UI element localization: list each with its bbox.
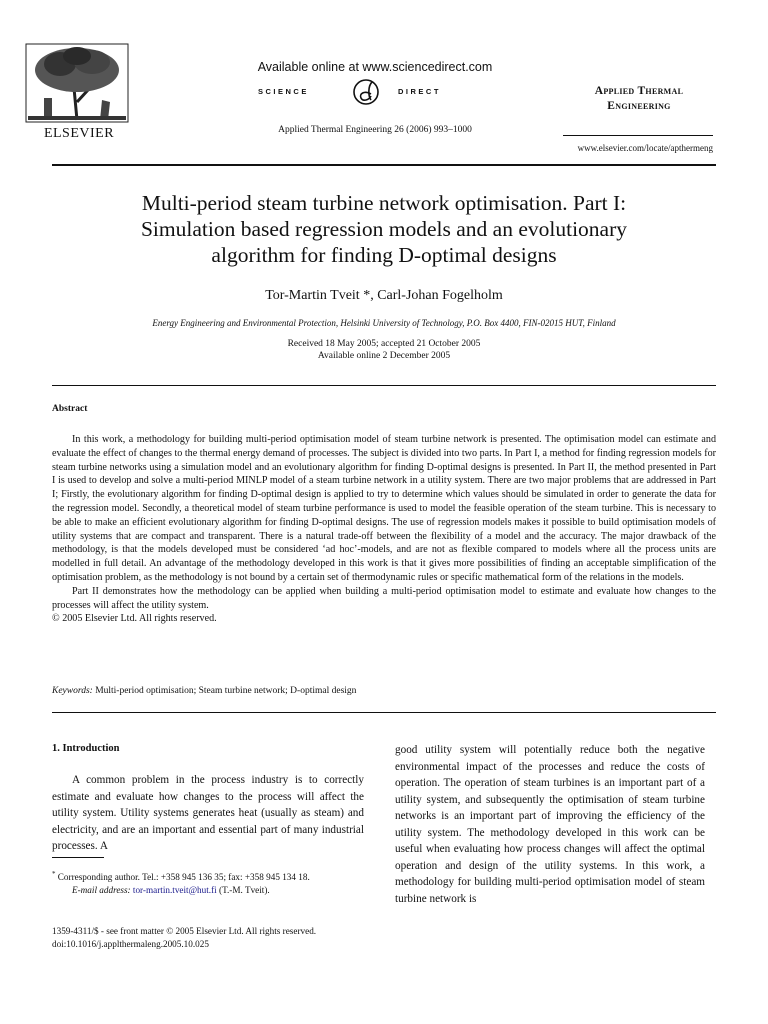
email-suffix: (T.-M. Tveit). (219, 885, 270, 896)
abstract-bottom-rule (52, 712, 716, 713)
title-line-2: Simulation based regression models and an evolutionary (140, 217, 628, 241)
intro-paragraph-1: A common problem in the process industry is to correctly estimate and evaluate how changes to the process will affect the utility system. Utility systems generates heat (usually as steam) and electricity, and are an important and essential part of many industrial processes. A (52, 774, 364, 852)
journal-title-line2: Engineering (607, 100, 671, 112)
header-divider (52, 164, 716, 166)
intro-paragraph-1-continued: good utility system will potentially reduce both the negative environmental impact of the processes and reduce the costs of operation. The operation of steam turbines is an important part of a utility system, and subsequently the optimisation of steam turbine networks is an important part of improving the efficiency of the utility system. The methodology developed in this work can be useful when evaluating how process changes will affect the optimal operation and design of the utility systems. In this work, a methodology for building multi-period optimisation model of steam turbine network is (395, 744, 705, 905)
journal-title-line1: Applied Thermal (594, 85, 684, 97)
sd-science-text: SCIENCE (258, 87, 309, 96)
abstract-heading: Abstract (52, 404, 88, 414)
issn-line: 1359-4311/$ - see front matter © 2005 Elsevier Ltd. All rights reserved. (52, 926, 317, 936)
article-title (60, 190, 708, 268)
sd-at-icon (346, 78, 386, 106)
title-line-1: Multi-period steam turbine network optimisation. Part I: (141, 191, 627, 215)
available-date: Available online 2 December 2005 (317, 351, 451, 361)
sciencedirect-logo (258, 78, 498, 106)
journal-title-rule (563, 135, 713, 136)
body-column-right (395, 742, 705, 907)
footnote-marker: * (52, 870, 56, 878)
footnote (52, 868, 364, 897)
keywords-list: Multi-period optimisation; Steam turbine network; D-optimal design (95, 686, 357, 696)
section-heading-introduction: 1. Introduction (52, 743, 120, 754)
abstract-top-rule (52, 385, 716, 386)
journal-url[interactable]: www.elsevier.com/locate/apthermeng (577, 143, 713, 153)
doi-line[interactable]: doi:10.1016/j.applthermaleng.2005.10.025 (52, 939, 209, 949)
journal-citation: Applied Thermal Engineering 26 (2006) 993–1000 (278, 125, 472, 135)
abstract-paragraph-1: In this work, a methodology for building multi-period optimisation model of steam turbine network is presented. The optimisation model can estimate and evaluate the effect of changes to the thermal energy demand of processes. The subject is divided into two parts. In Part I, a method for finding regression models for steam turbine networks using a simulation model and an evolutionary algorithm for finding D-optimal designs is presented. In Part II, the method presented in Part I is used to develop and solve a multi-period MINLP model of a steam turbine network in a utility system. There are two major problems that are addressed in Part I; Firstly, the evolutionary algorithm for finding D-optimal design is applied to try to determine which values should be simulated in order to generate the data for the regression model. Secondly, a theoretical model of steam turbine performance is used to model the feasible operation of the steam turbine. This is necessary to be able to make an efficient evolutionary algorithm for finding D-optimal designs. The use of regression models makes it possible to build optimisation models of utility systems that are compact and transparent. There is a natural trade-off between the flexibility of a model and the accuracy. The major drawback of the methodology, is that the models developed must be considered ‘ad hoc’-models, and are not as flexible compared to models where all the process units are modelled in full detail. An advantage of the methodology developed in this work is that it gives more possibilities of finding an acceptable simplification of the optimisation problem, as the methodology is not bound by a certain set of thermodynamic rules or specific mathematical form of the relations in the models. (52, 434, 716, 583)
keywords (52, 686, 716, 696)
available-online-line[interactable]: Available online at www.sciencedirect.com (257, 60, 493, 74)
affiliation: Energy Engineering and Environmental Protection, Helsinki University of Technology, P.O. Box 4400, FIN-02015 HUT, Finland (152, 318, 616, 328)
journal-title (560, 84, 718, 114)
email-link[interactable]: tor-martin.tveit@hut.fi (132, 885, 217, 896)
email-label: E-mail address: (72, 885, 131, 896)
received-date: Received 18 May 2005; accepted 21 October 2005 (287, 339, 481, 349)
copyright-line: © 2005 Elsevier Ltd. All rights reserved. (52, 613, 217, 625)
issn-doi (52, 925, 382, 951)
publisher-name: ELSEVIER (43, 126, 115, 141)
abstract-paragraph-2: Part II demonstrates how the methodology can be applied when building a multi-period optimisation model to estimate and evaluate how changes to the processes will affect the utility system. (52, 585, 716, 611)
abstract-body (52, 433, 716, 626)
sd-direct-text: DIRECT (398, 87, 441, 96)
corresponding-author-note: Corresponding author. Tel.: +358 945 136 35; fax: +358 945 134 18. (57, 872, 310, 883)
keywords-label: Keywords: (52, 686, 93, 696)
authors: Tor-Martin Tveit *, Carl-Johan Fogelholm (265, 288, 503, 303)
footnote-rule (52, 857, 104, 858)
body-column-left (52, 772, 364, 855)
title-line-3: algorithm for finding D-optimal designs (211, 243, 557, 267)
article-dates (60, 338, 708, 362)
